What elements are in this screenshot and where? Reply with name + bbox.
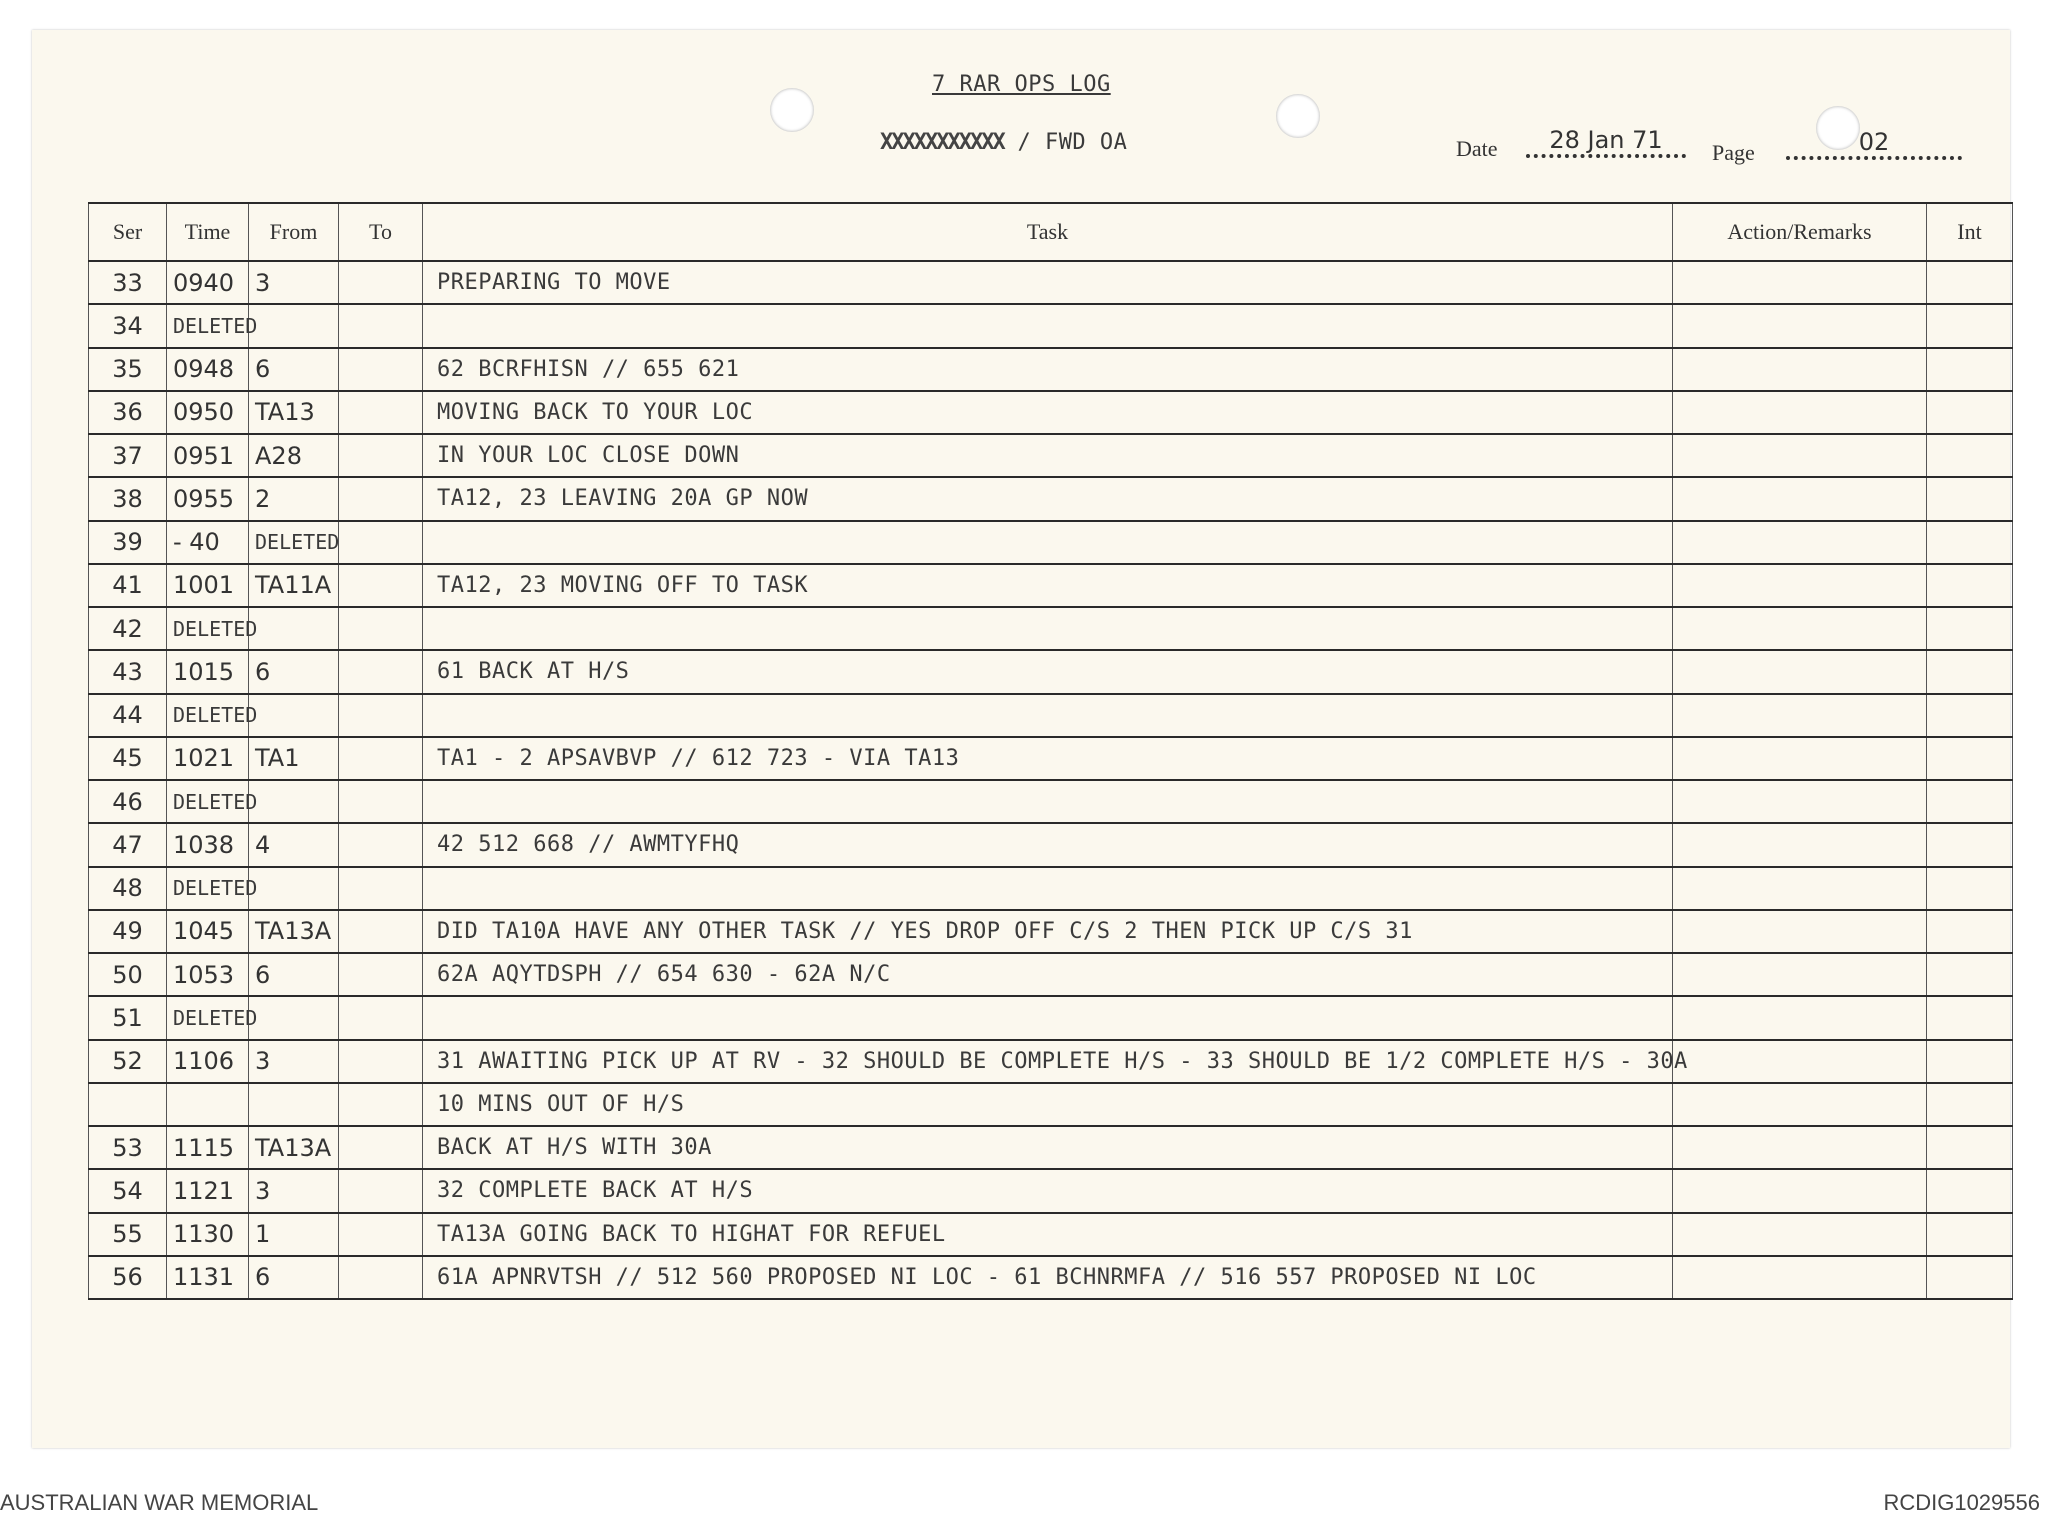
time-cell: 1001 <box>167 564 249 607</box>
page-label: Page <box>1712 140 1755 165</box>
footer-source: AUSTRALIAN WAR MEMORIAL <box>0 1490 319 1515</box>
time-cell: 0955 <box>167 477 249 520</box>
punch-hole <box>770 88 814 132</box>
task-cell <box>423 996 1673 1039</box>
log-row <box>89 434 2013 477</box>
log-row <box>89 521 2013 564</box>
int-cell <box>1927 694 2013 737</box>
log-row <box>89 780 2013 823</box>
task-cell <box>423 694 1673 737</box>
int-cell <box>1927 391 2013 434</box>
to-cell <box>339 1213 423 1256</box>
task-cell: IN YOUR LOC CLOSE DOWN <box>423 434 1673 477</box>
task-cell: 31 AWAITING PICK UP AT RV - 32 SHOULD BE COMPLETE H/S - 33 SHOULD BE 1/2 COMPLETE H/S - 30A <box>423 1040 1673 1083</box>
from-cell <box>249 1083 339 1126</box>
log-row <box>89 1040 2013 1083</box>
int-cell <box>1927 348 2013 391</box>
task-cell: 42 512 668 // AWMTYFHQ <box>423 823 1673 866</box>
task-cell <box>423 607 1673 650</box>
from-cell: 6 <box>249 953 339 996</box>
action-remarks-cell <box>1673 1213 1927 1256</box>
to-cell <box>339 477 423 520</box>
serial-cell: 54 <box>89 1169 167 1212</box>
from-cell: 3 <box>249 261 339 304</box>
to-cell <box>339 953 423 996</box>
int-cell <box>1927 650 2013 693</box>
serial-cell: 43 <box>89 650 167 693</box>
serial-cell: 33 <box>89 261 167 304</box>
action-remarks-cell <box>1673 823 1927 866</box>
log-row <box>89 650 2013 693</box>
log-row <box>89 1256 2013 1299</box>
from-cell: 4 <box>249 823 339 866</box>
int-cell <box>1927 1126 2013 1169</box>
date-value: 28 Jan 71 <box>1526 126 1686 158</box>
serial-cell: 34 <box>89 304 167 347</box>
task-cell: 62A AQYTDSPH // 654 630 - 62A N/C <box>423 953 1673 996</box>
task-cell <box>423 304 1673 347</box>
task-cell: 10 MINS OUT OF H/S <box>423 1083 1673 1126</box>
time-cell: 0940 <box>167 261 249 304</box>
to-cell <box>339 910 423 953</box>
col-header-task: Task <box>423 203 1673 261</box>
log-row <box>89 737 2013 780</box>
time-cell: 1115 <box>167 1126 249 1169</box>
to-cell <box>339 867 423 910</box>
int-cell <box>1927 823 2013 866</box>
to-cell <box>339 996 423 1039</box>
int-cell <box>1927 434 2013 477</box>
int-cell <box>1927 477 2013 520</box>
log-row <box>89 953 2013 996</box>
time-cell: 1038 <box>167 823 249 866</box>
log-body <box>89 261 2013 1299</box>
time-cell: 1121 <box>167 1169 249 1212</box>
log-row <box>89 391 2013 434</box>
log-row <box>89 1083 2013 1126</box>
log-row <box>89 348 2013 391</box>
time-cell: 0950 <box>167 391 249 434</box>
col-header-from: From <box>249 203 339 261</box>
to-cell <box>339 391 423 434</box>
serial-cell: 49 <box>89 910 167 953</box>
action-remarks-cell <box>1673 1256 1927 1299</box>
col-header-to: To <box>339 203 423 261</box>
to-cell <box>339 434 423 477</box>
int-cell <box>1927 953 2013 996</box>
to-cell <box>339 823 423 866</box>
int-cell <box>1927 737 2013 780</box>
action-remarks-cell <box>1673 348 1927 391</box>
serial-cell: 45 <box>89 737 167 780</box>
log-row <box>89 261 2013 304</box>
serial-cell: 48 <box>89 867 167 910</box>
serial-cell: 42 <box>89 607 167 650</box>
log-row <box>89 564 2013 607</box>
task-cell: MOVING BACK TO YOUR LOC <box>423 391 1673 434</box>
log-row <box>89 694 2013 737</box>
int-cell <box>1927 521 2013 564</box>
time-cell: 1131 <box>167 1256 249 1299</box>
serial-cell: 47 <box>89 823 167 866</box>
from-cell <box>249 304 339 347</box>
to-cell <box>339 1169 423 1212</box>
int-cell <box>1927 1040 2013 1083</box>
log-title: 7 RAR OPS LOG <box>932 72 1111 97</box>
to-cell <box>339 1256 423 1299</box>
log-row <box>89 1169 2013 1212</box>
unit-name: / FWD OA <box>1017 130 1128 155</box>
int-cell <box>1927 996 2013 1039</box>
page-value: 02 <box>1786 128 1962 160</box>
date-label: Date <box>1456 136 1498 161</box>
time-cell <box>167 1083 249 1126</box>
to-cell <box>339 694 423 737</box>
from-cell: TA1 <box>249 737 339 780</box>
action-remarks-cell <box>1673 1083 1927 1126</box>
task-cell: TA12, 23 LEAVING 20A GP NOW <box>423 477 1673 520</box>
action-remarks-cell <box>1673 780 1927 823</box>
to-cell <box>339 737 423 780</box>
task-cell: TA13A GOING BACK TO HIGHAT FOR REFUEL <box>423 1213 1673 1256</box>
int-cell <box>1927 564 2013 607</box>
serial-cell: 55 <box>89 1213 167 1256</box>
from-cell: TA13A <box>249 910 339 953</box>
int-cell <box>1927 261 2013 304</box>
task-cell: PREPARING TO MOVE <box>423 261 1673 304</box>
action-remarks-cell <box>1673 607 1927 650</box>
footer-id: RCDIG1029556 <box>1883 1490 2040 1515</box>
ops-log-table <box>88 202 2013 1300</box>
to-cell <box>339 1040 423 1083</box>
col-header-ser: Ser <box>89 203 167 261</box>
action-remarks-cell <box>1673 1169 1927 1212</box>
time-cell: DELETED <box>167 607 249 650</box>
action-remarks-cell <box>1673 564 1927 607</box>
action-remarks-cell <box>1673 867 1927 910</box>
action-remarks-cell <box>1673 996 1927 1039</box>
action-remarks-cell <box>1673 694 1927 737</box>
time-cell: DELETED <box>167 867 249 910</box>
action-remarks-cell <box>1673 910 1927 953</box>
from-cell: 6 <box>249 650 339 693</box>
to-cell <box>339 650 423 693</box>
from-cell: TA13A <box>249 1126 339 1169</box>
action-remarks-cell <box>1673 953 1927 996</box>
action-remarks-cell <box>1673 477 1927 520</box>
action-remarks-cell <box>1673 1126 1927 1169</box>
int-cell <box>1927 607 2013 650</box>
from-cell: 6 <box>249 348 339 391</box>
action-remarks-cell <box>1673 304 1927 347</box>
header-row <box>89 203 2013 261</box>
from-cell: DELETED <box>249 521 339 564</box>
time-cell: 1021 <box>167 737 249 780</box>
task-cell: 62 BCRFHISN // 655 621 <box>423 348 1673 391</box>
time-cell: DELETED <box>167 996 249 1039</box>
task-cell <box>423 780 1673 823</box>
unit-line <box>880 130 1127 155</box>
log-row <box>89 1213 2013 1256</box>
time-cell: DELETED <box>167 694 249 737</box>
int-cell <box>1927 1169 2013 1212</box>
serial-cell: 52 <box>89 1040 167 1083</box>
time-cell: 1130 <box>167 1213 249 1256</box>
time-cell: 1045 <box>167 910 249 953</box>
serial-cell: 51 <box>89 996 167 1039</box>
from-cell: 3 <box>249 1040 339 1083</box>
serial-cell: 35 <box>89 348 167 391</box>
log-row <box>89 867 2013 910</box>
serial-cell: 56 <box>89 1256 167 1299</box>
task-cell <box>423 521 1673 564</box>
from-cell <box>249 607 339 650</box>
int-cell <box>1927 867 2013 910</box>
to-cell <box>339 1126 423 1169</box>
task-cell: BACK AT H/S WITH 30A <box>423 1126 1673 1169</box>
time-cell: DELETED <box>167 304 249 347</box>
task-cell: TA1 - 2 APSAVBVP // 612 723 - VIA TA13 <box>423 737 1673 780</box>
serial-cell: 53 <box>89 1126 167 1169</box>
task-cell: DID TA10A HAVE ANY OTHER TASK // YES DROP OFF C/S 2 THEN PICK UP C/S 31 <box>423 910 1673 953</box>
to-cell <box>339 607 423 650</box>
time-cell: 1106 <box>167 1040 249 1083</box>
int-cell <box>1927 780 2013 823</box>
int-cell <box>1927 304 2013 347</box>
task-cell: TA12, 23 MOVING OFF TO TASK <box>423 564 1673 607</box>
to-cell <box>339 521 423 564</box>
task-cell <box>423 867 1673 910</box>
to-cell <box>339 261 423 304</box>
from-cell: 1 <box>249 1213 339 1256</box>
time-cell: DELETED <box>167 780 249 823</box>
int-cell <box>1927 1083 2013 1126</box>
col-header-time: Time <box>167 203 249 261</box>
action-remarks-cell <box>1673 650 1927 693</box>
col-header-int: Int <box>1927 203 2013 261</box>
from-cell: A28 <box>249 434 339 477</box>
action-remarks-cell <box>1673 521 1927 564</box>
time-cell: 0948 <box>167 348 249 391</box>
task-cell: 32 COMPLETE BACK AT H/S <box>423 1169 1673 1212</box>
from-cell: TA11A <box>249 564 339 607</box>
log-row <box>89 996 2013 1039</box>
serial-cell: 41 <box>89 564 167 607</box>
log-row <box>89 823 2013 866</box>
action-remarks-cell <box>1673 261 1927 304</box>
col-header-action-remarks: Action/Remarks <box>1673 203 1927 261</box>
redacted-unit: XXXXXXXXXXX <box>880 130 1004 155</box>
from-cell <box>249 780 339 823</box>
int-cell <box>1927 1256 2013 1299</box>
from-cell: TA13 <box>249 391 339 434</box>
serial-cell: 44 <box>89 694 167 737</box>
from-cell <box>249 694 339 737</box>
from-cell: 3 <box>249 1169 339 1212</box>
task-cell: 61A APNRVTSH // 512 560 PROPOSED NI LOC - 61 BCHNRMFA // 516 557 PROPOSED NI LOC <box>423 1256 1673 1299</box>
serial-cell <box>89 1083 167 1126</box>
serial-cell: 39 <box>89 521 167 564</box>
to-cell <box>339 564 423 607</box>
to-cell <box>339 1083 423 1126</box>
log-row <box>89 477 2013 520</box>
serial-cell: 37 <box>89 434 167 477</box>
to-cell <box>339 304 423 347</box>
log-row <box>89 304 2013 347</box>
action-remarks-cell <box>1673 1040 1927 1083</box>
action-remarks-cell <box>1673 391 1927 434</box>
time-cell: 1015 <box>167 650 249 693</box>
log-row <box>89 607 2013 650</box>
from-cell <box>249 996 339 1039</box>
to-cell <box>339 348 423 391</box>
serial-cell: 46 <box>89 780 167 823</box>
serial-cell: 50 <box>89 953 167 996</box>
to-cell <box>339 780 423 823</box>
time-cell: 1053 <box>167 953 249 996</box>
int-cell <box>1927 910 2013 953</box>
log-row <box>89 1126 2013 1169</box>
from-cell: 2 <box>249 477 339 520</box>
time-cell: - 40 <box>167 521 249 564</box>
log-row <box>89 910 2013 953</box>
action-remarks-cell <box>1673 434 1927 477</box>
time-cell: 0951 <box>167 434 249 477</box>
from-cell: 6 <box>249 1256 339 1299</box>
int-cell <box>1927 1213 2013 1256</box>
from-cell <box>249 867 339 910</box>
serial-cell: 38 <box>89 477 167 520</box>
action-remarks-cell <box>1673 737 1927 780</box>
task-cell: 61 BACK AT H/S <box>423 650 1673 693</box>
serial-cell: 36 <box>89 391 167 434</box>
punch-hole <box>1276 94 1320 138</box>
